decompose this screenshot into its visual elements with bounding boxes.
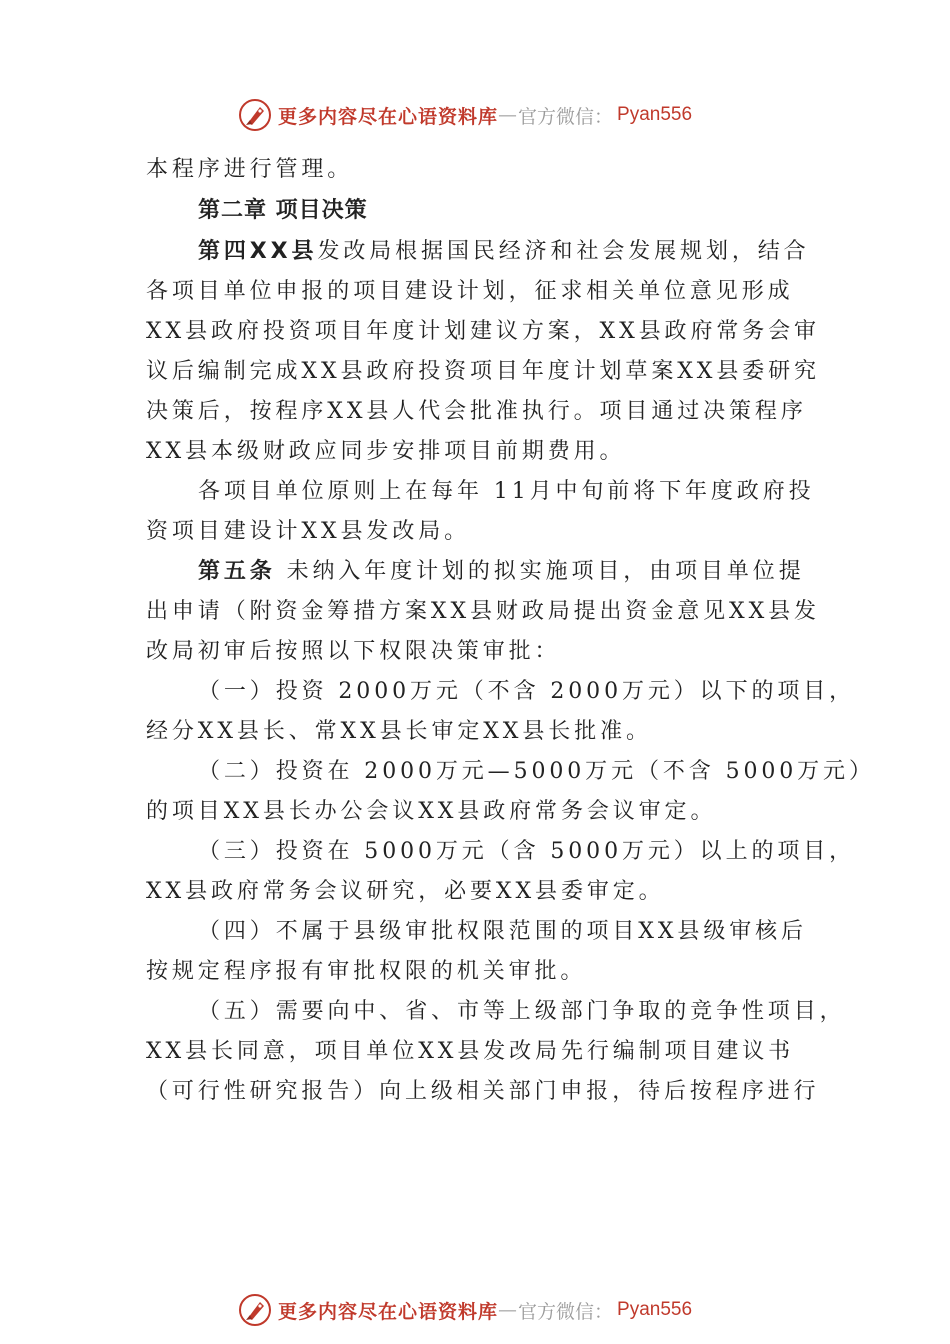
article-5-first-line [146, 552, 806, 592]
body-line: 各项目单位原则上在每年 11月中旬前将下年度政府投 [198, 479, 815, 504]
document-body [146, 150, 875, 1112]
header-wechat-id: Pyan556 [617, 104, 693, 125]
article-4-label: 第四XX县 [198, 239, 318, 264]
header-separator: — [498, 104, 519, 126]
header-banner[interactable] [238, 95, 758, 135]
body-line: 各项目单位申报的项目建设计划，征求相关单位意见形成 [146, 279, 794, 304]
footer-separator: — [498, 1299, 519, 1321]
body-line: XX县长同意，项目单位XX县发改局先行编制项目建议书 [146, 1039, 795, 1064]
body-line: XX县政府投资项目年度计划建议方案，XX县政府常务会审 [146, 319, 820, 344]
body-line: （可行性研究报告）向上级相关部门申报，待后按程序进行 [146, 1079, 820, 1104]
chapter-heading: 第二章 项目决策 [198, 198, 368, 223]
list-item-4: （四）不属于县级审批权限范围的项目XX县级审核后 [198, 919, 807, 944]
body-line: 本程序进行管理。 [146, 157, 354, 182]
body-line: 的项目XX县长办公会议XX县政府常务会议审定。 [146, 799, 717, 824]
body-line: 按规定程序报有审批权限的机关审批。 [146, 959, 587, 984]
body-line: 议后编制完成XX县政府投资项目年度计划草案XX县委研究 [146, 359, 820, 384]
list-item-1: （一）投资 2000万元（不含 2000万元）以下的项目， [198, 679, 856, 704]
footer-banner[interactable] [238, 1290, 758, 1330]
article-4-text: 发改局根据国民经济和社会发展规划，结合 [317, 239, 810, 264]
pen-nib-logo-icon [238, 1293, 272, 1327]
body-line: 决策后，按程序XX县人代会批准执行。项目通过决策程序 [146, 399, 807, 424]
article-5-label: 第五条 [198, 559, 276, 584]
body-line: XX县政府常务会议研究，必要XX县委审定。 [146, 879, 665, 904]
body-line: 改局初审后按照以下权限决策审批： [146, 639, 561, 664]
body-line: 出申请（附资金筹措方案XX县财政局提出资金意见XX县发 [146, 599, 820, 624]
body-line: 资项目建设计XX县发改局。 [146, 519, 471, 544]
footer-contact-label: 官方微信： [518, 1300, 614, 1323]
header-brand: 更多内容尽在心语资料库 [278, 105, 499, 128]
body-line: 经分XX县长、常XX县长审定XX县长批准。 [146, 719, 652, 744]
footer-wechat-id: Pyan556 [617, 1299, 693, 1320]
list-item-5: （五）需要向中、省、市等上级部门争取的竞争性项目， [198, 999, 846, 1024]
header-contact-label: 官方微信： [518, 105, 614, 128]
article-4-first-line [146, 232, 810, 272]
article-5-text: 未纳入年度计划的拟实施项目，由项目单位提 [275, 559, 805, 584]
footer-brand: 更多内容尽在心语资料库 [278, 1300, 499, 1323]
pen-nib-logo-icon [238, 98, 272, 132]
body-line: XX县本级财政应同步安排项目前期费用。 [146, 439, 626, 464]
list-item-3: （三）投资在 5000万元（含 5000万元）以上的项目， [198, 839, 856, 864]
list-item-2: （二）投资在 2000万元—5000万元（不含 5000万元） [198, 759, 875, 784]
